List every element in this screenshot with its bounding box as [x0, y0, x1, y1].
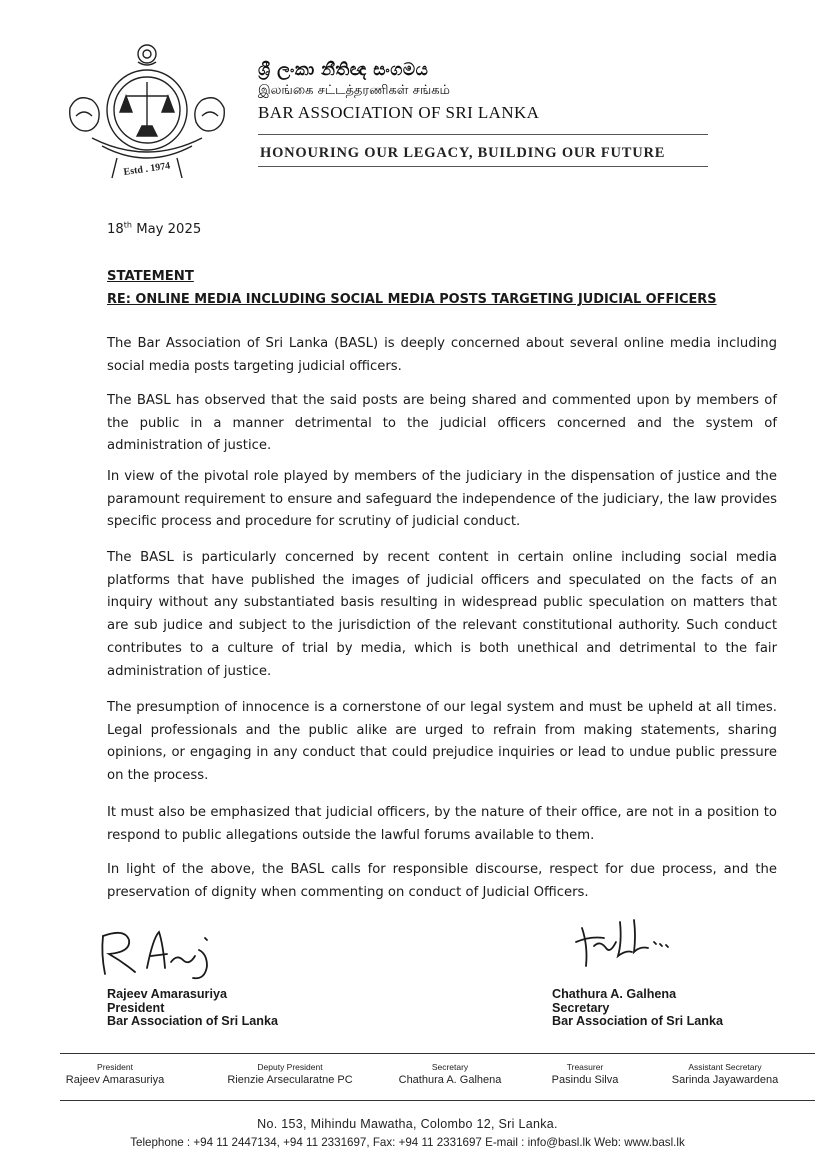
signatory-name: Chathura A. Galhena [552, 987, 677, 1001]
footer-divider [60, 1053, 815, 1054]
date-day: 18 [107, 222, 124, 237]
date-suffix: th [123, 220, 132, 230]
date-rest: May 2025 [136, 222, 202, 237]
paragraph: The Bar Association of Sri Lanka (BASL) is deeply concerned about several online media including social media posts targeting judicial officers. [107, 336, 777, 374]
officer-name: Sarinda Jayawardena [671, 1074, 779, 1086]
signatory-name: Rajeev Amarasuriya [107, 987, 227, 1001]
signatory-org: Bar Association of Sri Lanka [552, 1014, 723, 1028]
paragraph: The presumption of innocence is a cornerstone of our legal system and must be upheld at all times. Legal professionals and the public alike are urged to refrain from making statements, sharing opinions, or engaging in any conduct that could prejudice inquiries or lead to undue public pressure on the process. [107, 700, 777, 784]
org-motto: HONOURING OUR LEGACY, BUILDING OUR FUTURE [260, 145, 666, 161]
statement-subject: RE: ONLINE MEDIA INCLUDING SOCIAL MEDIA POSTS TARGETING JUDICIAL OFFICERS [107, 292, 717, 307]
office-bearers [50, 1061, 810, 1091]
officer-treasurer [520, 1061, 650, 1087]
officer-role: President [97, 1062, 133, 1072]
paragraph: The BASL has observed that the said posts are being shared and commented upon by members of the public in a manner detrimental to the judicial officers concerned and the system of administration of justice. [107, 393, 777, 454]
letterhead-divider [258, 134, 708, 135]
signatory-org: Bar Association of Sri Lanka [107, 1014, 278, 1028]
officer-deputy-president [205, 1061, 375, 1087]
officer-name: Rienzie Arsecularatne PC [227, 1074, 353, 1086]
org-name-tamil: இலங்கை சட்டத்தரணிகள் சங்கம் [258, 83, 450, 98]
secretary-signature [560, 912, 680, 972]
paragraph: In view of the pivotal role played by members of the judiciary in the dispensation of justice and the paramount requirement to ensure and safeguard the independence of the judiciary, the law provides specific process and procedure for scrutiny of judicial conduct. [107, 469, 777, 530]
officer-role: Deputy President [257, 1062, 323, 1072]
paragraph: It must also be emphasized that judicial officers, by the nature of their office, are not in a position to respond to public allegations outside the lawful forums available to them. [107, 805, 777, 843]
officer-role: Secretary [431, 1062, 469, 1072]
officer-assistant-secretary [650, 1061, 800, 1087]
officer-name: Chathura A. Galhena [398, 1074, 502, 1086]
footer-divider-bottom [60, 1100, 815, 1101]
signatory-president [107, 988, 278, 1029]
officer-role: Assistant Secretary [688, 1062, 762, 1072]
org-name-sinhala: ශ්‍රී ලංකා නීතිඥ සංගමය [258, 60, 429, 80]
letterhead-divider-bottom [258, 166, 708, 167]
statement-date [107, 219, 777, 242]
signatory-title: Secretary [552, 1000, 610, 1015]
org-name-english: BAR ASSOCIATION OF SRI LANKA [258, 103, 540, 122]
officer-role: Treasurer [566, 1062, 604, 1072]
postal-address: No. 153, Mihindu Mawatha, Colombo 12, Sri Lanka. [257, 1117, 558, 1131]
letterhead [258, 60, 718, 124]
officer-secretary [380, 1061, 520, 1087]
president-signature [95, 924, 235, 984]
contact-details: Telephone : +94 11 2447134, +94 11 2331697, Fax: +94 11 2331697 E-mail : info@basl.lk Web: www.basl.lk [130, 1136, 685, 1149]
paragraph: In light of the above, the BASL calls for responsible discourse, respect for due process, and the preservation of dignity when commenting on conduct of Judicial Officers. [107, 862, 777, 900]
basl-emblem-logo [62, 38, 232, 186]
officer-name: Rajeev Amarasuriya [65, 1074, 165, 1086]
signatory-secretary [552, 988, 723, 1029]
svg-text:Estd . 1974: Estd . 1974 [122, 160, 171, 178]
officer-name: Pasindu Silva [551, 1074, 619, 1086]
paragraph: The BASL is particularly concerned by recent content in certain online including social media platforms that have published the images of judicial officers and speculated on the facts of an inquiry without any substantiated basis resulting in widespread public speculation on matters that are sub judice and subject to the jurisdiction of the relevant constitutional authority. Such conduct contributes to a culture of trial by media, which is both unethical and detrimental to the fair administration of justice. [107, 550, 777, 679]
signatory-title: President [107, 1000, 165, 1015]
officer-president [40, 1061, 190, 1087]
statement-heading: STATEMENT [107, 269, 194, 284]
